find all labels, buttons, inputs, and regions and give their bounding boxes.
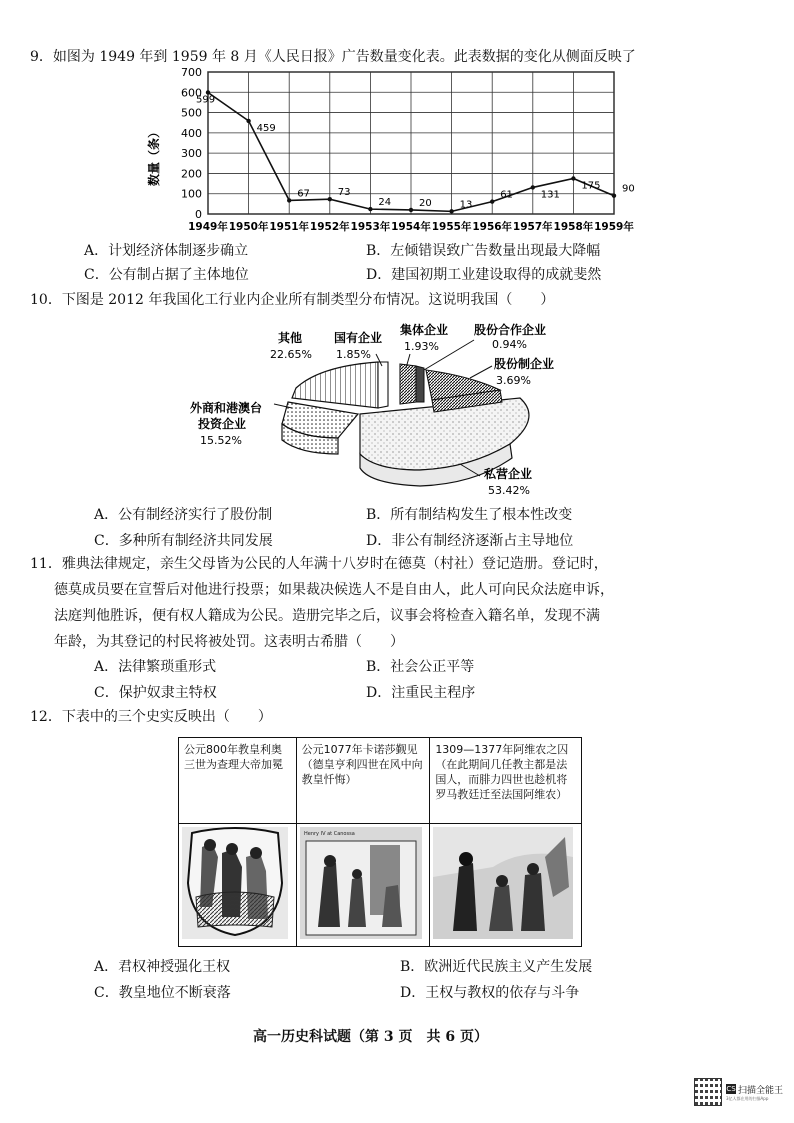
q9-stem: 9．如图为 1949 年到 1959 年 8 月《人民日报》广告数量变化表。此表数据的变化从侧面反映了 — [30, 49, 636, 65]
chart-data-point — [571, 176, 575, 180]
q10-pie-chart — [170, 318, 590, 498]
chart-data-label: 24 — [378, 197, 392, 209]
chart-data-label: 175 — [581, 180, 601, 192]
pie-label-foreign-value: 15.52% — [200, 434, 242, 447]
q11-line-4: 年龄，为其登记的村民将被处罚。这表明古希腊（ ） — [54, 634, 404, 650]
chart-data-label: 67 — [297, 188, 310, 200]
pie-label-private-value: 53.42% — [488, 484, 530, 497]
table-cell-canossa: 公元1077年卡诺莎觐见（德皇亨利四世在风中向教皇忏悔） — [296, 738, 430, 824]
pie-label-share-name: 股份制企业 — [494, 357, 555, 371]
canossa-image-caption: Henry IV at Canossa — [303, 831, 355, 837]
q10-stem: 10．下图是 2012 年我国化工行业内企业所有制类型分布情况。这说明我国（ ） — [30, 292, 555, 308]
chart-y-tick-label: 500 — [181, 106, 202, 120]
scanner-watermark — [694, 1078, 783, 1106]
chart-x-tick-label: 1949年 — [188, 221, 228, 233]
q10-option-b[interactable]: B．所有制结构发生了根本性改变 — [366, 507, 573, 523]
q11-line-1: 11．雅典法律规定，亲生父母皆为公民的人年满十八岁时在德莫（村社）登记造册。登记时， — [30, 556, 608, 572]
chart-x-tick-label: 1952年 — [309, 221, 350, 233]
chart-x-tick-label: 1954年 — [391, 221, 431, 233]
chart-y-tick-label: 300 — [181, 147, 202, 161]
q9-option-d[interactable]: D．建国初期工业建设取得的成就斐然 — [366, 267, 602, 283]
scanner-brand-text: 扫描全能王 — [738, 1085, 784, 1096]
pie-label-other-value: 22.65% — [270, 348, 312, 361]
q11-option-d[interactable]: D．注重民主程序 — [366, 685, 476, 701]
q12-option-d[interactable]: D．王权与教权的依存与斗争 — [400, 985, 580, 1001]
chart-data-point — [531, 185, 535, 189]
chart-y-tick-label: 400 — [181, 126, 202, 140]
pie-label-foreign-name-1: 外商和港澳台 — [190, 401, 263, 415]
chart-y-tick-label: 700 — [181, 66, 202, 79]
chart-x-tick-label: 1950年 — [228, 221, 269, 233]
chart-data-label: 13 — [459, 199, 473, 211]
q9-option-a[interactable]: A．计划经济体制逐步确立 — [84, 243, 249, 259]
q12-history-table — [178, 737, 582, 947]
q10-option-a[interactable]: A．公有制经济实行了股份制 — [94, 507, 273, 523]
table-cell-avignon: 1309—1377年阿维农之囚（在此期间几任教主都是法国人，而腓力四世也趁机将罗马教廷迁至法国阿维农） — [430, 738, 582, 824]
chart-x-tick-label: 1951年 — [269, 221, 310, 233]
chart-x-tick-label: 1953年 — [350, 221, 391, 233]
page-footer: 高一历史科试题（第 3 页 共 6 页） — [253, 1029, 488, 1045]
chart-y-tick-label: 100 — [181, 187, 202, 201]
q11-line-2: 德莫成员要在宣誓后对他进行投票；如果裁决候选人不是自由人，此人可向民众法庭申诉， — [54, 582, 614, 598]
q11-line-3: 法庭判他胜诉，便有权人籍成为公民。造册完毕之后，议事会将检查入籍名单，发现不满 — [54, 608, 600, 624]
pie-label-share-value: 3.69% — [496, 374, 531, 387]
q10-option-d[interactable]: D．非公有制经济逐渐占主导地位 — [366, 533, 574, 549]
chart-data-label: 61 — [500, 189, 513, 201]
pie-label-private-name: 私营企业 — [484, 467, 533, 481]
pie-slice-state — [378, 362, 388, 408]
chart-y-tick-label: 0 — [195, 208, 202, 221]
chart-y-tick-label: 600 — [181, 86, 202, 100]
q12-option-a[interactable]: A．君权神授强化王权 — [94, 959, 231, 975]
chart-data-label: 73 — [337, 187, 351, 199]
chart-x-tick-label: 1957年 — [512, 221, 553, 233]
q10-option-c[interactable]: C．多种所有制经济共同发展 — [94, 533, 273, 549]
q9-option-c[interactable]: C．公有制占据了主体地位 — [84, 267, 249, 283]
chart-data-point — [449, 209, 453, 213]
coronation-engraving-image — [182, 827, 288, 939]
avignon-engraving-image — [433, 827, 573, 939]
chart-data-label: 20 — [419, 197, 432, 209]
chart-data-point — [246, 119, 250, 123]
q12-option-c[interactable]: C．教皇地位不断衰落 — [94, 985, 231, 1001]
pie-label-collective-name: 集体企业 — [400, 323, 449, 337]
chart-data-label: 90 — [622, 183, 635, 195]
pie-label-coop-value: 0.94% — [492, 338, 527, 351]
chart-data-point — [287, 198, 291, 202]
chart-x-tick-label: 1955年 — [431, 221, 472, 233]
chart-data-label: 599 — [196, 94, 216, 106]
q9-option-b[interactable]: B．左倾错误致广告数量出现最大降幅 — [366, 243, 601, 259]
table-image-cell-3 — [430, 824, 582, 947]
pie-slice-other — [292, 362, 378, 408]
chart-x-tick-label: 1956年 — [472, 221, 513, 233]
chart-data-point — [490, 199, 494, 203]
pie-label-other-name: 其他 — [278, 331, 303, 345]
q9-line-chart — [140, 62, 635, 238]
table-image-cell-1 — [179, 824, 297, 947]
qr-code-icon — [694, 1078, 722, 1106]
pie-label-foreign-name-2: 投资企业 — [198, 417, 247, 431]
q11-option-c[interactable]: C．保护奴隶主特权 — [94, 685, 217, 701]
pie-label-state-value: 1.85% — [336, 348, 371, 361]
chart-data-label: 459 — [256, 122, 276, 134]
chart-data-point — [612, 194, 616, 198]
chart-x-tick-label: 1958年 — [553, 221, 594, 233]
pie-slice-collective — [400, 364, 416, 404]
pie-label-state-name: 国有企业 — [334, 331, 383, 345]
scanner-logo-icon: CS — [726, 1085, 736, 1093]
chart-data-point — [328, 197, 332, 201]
q12-option-b[interactable]: B．欧洲近代民族主义产生发展 — [400, 959, 593, 975]
q11-option-a[interactable]: A．法律繁琐重形式 — [94, 659, 217, 675]
chart-data-point — [409, 208, 413, 212]
table-cell-charlemagne: 公元800年教皇利奥三世为查理大帝加冕 — [179, 738, 297, 824]
chart-data-label: 131 — [540, 189, 560, 201]
chart-data-point — [368, 207, 372, 211]
q11-option-b[interactable]: B．社会公正平等 — [366, 659, 475, 675]
canossa-engraving-image — [300, 827, 422, 939]
chart-x-tick-label: 1959年 — [594, 221, 634, 233]
pie-label-coop-name: 股份合作企业 — [474, 323, 547, 337]
scanner-sub-text: 3亿人都在用的扫描App — [726, 1095, 769, 1101]
chart-y-axis-label: 数量（条） — [147, 125, 161, 187]
pie-label-collective-value: 1.93% — [404, 340, 439, 353]
table-image-cell-2 — [296, 824, 430, 947]
pie-slice-coop — [416, 366, 424, 402]
q12-stem: 12．下表中的三个史实反映出（ ） — [30, 709, 272, 725]
chart-y-tick-label: 200 — [181, 167, 202, 181]
